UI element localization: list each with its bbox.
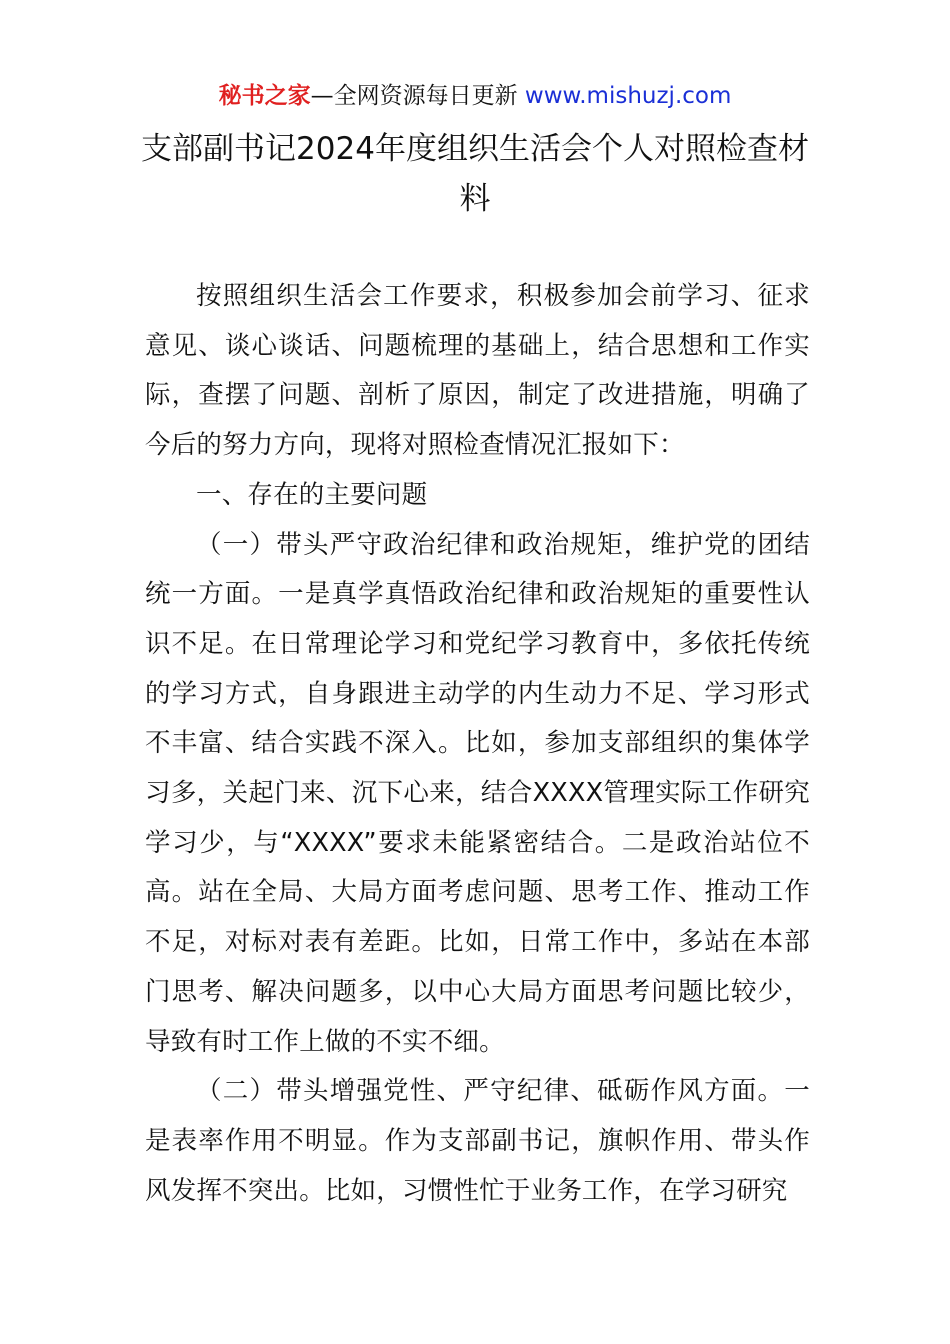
section-heading: 一、存在的主要问题	[196, 479, 428, 510]
site-header	[0, 80, 950, 112]
document-body	[145, 272, 810, 1216]
document-title: 支部副书记2024年度组织生活会个人对照检查材料	[141, 131, 809, 217]
brand-name: 秘书之家	[218, 83, 311, 109]
section-item-2-paragraph: （二）带头增强党性、严守纪律、砥砺作风方面。一是表率作用不明显。作为支部副书记，旗帜作用、带头作风发挥不突出。比如，习惯性忙于业务工作，在学习研究	[145, 1076, 810, 1206]
site-url-link[interactable]: www.mishuzj.com	[524, 83, 732, 109]
intro-paragraph: 按照组织生活会工作要求，积极参加会前学习、征求意见、谈心谈话、问题梳理的基础上，结合思想和工作实际，查摆了问题、剖析了原因，制定了改进措施，明确了今后的努力方向，现将对照检查情况汇报如下：	[145, 281, 810, 461]
header-tagline: —全网资源每日更新	[310, 83, 518, 109]
section-item-1-paragraph: （一）带头严守政治纪律和政治规矩，维护党的团结统一方面。一是真学真悟政治纪律和政治规矩的重要性认识不足。在日常理论学习和党纪学习教育中，多依托传统的学习方式，自身跟进主动学的内生动力不足、学习形式不丰富、结合实践不深入。比如，参加支部组织的集体学习多，关起门来、沉下心来，结合XXXX管理实际工作研究学习少，与“XXXX”要求未能紧密结合。二是政治站位不高。站在全局、大局方面考虑问题、思考工作、推动工作不足，对标对表有差距。比如，日常工作中，多站在本部门思考、解决问题多，以中心大局方面思考问题比较少，导致有时工作上做的不实不细。	[145, 529, 810, 1057]
